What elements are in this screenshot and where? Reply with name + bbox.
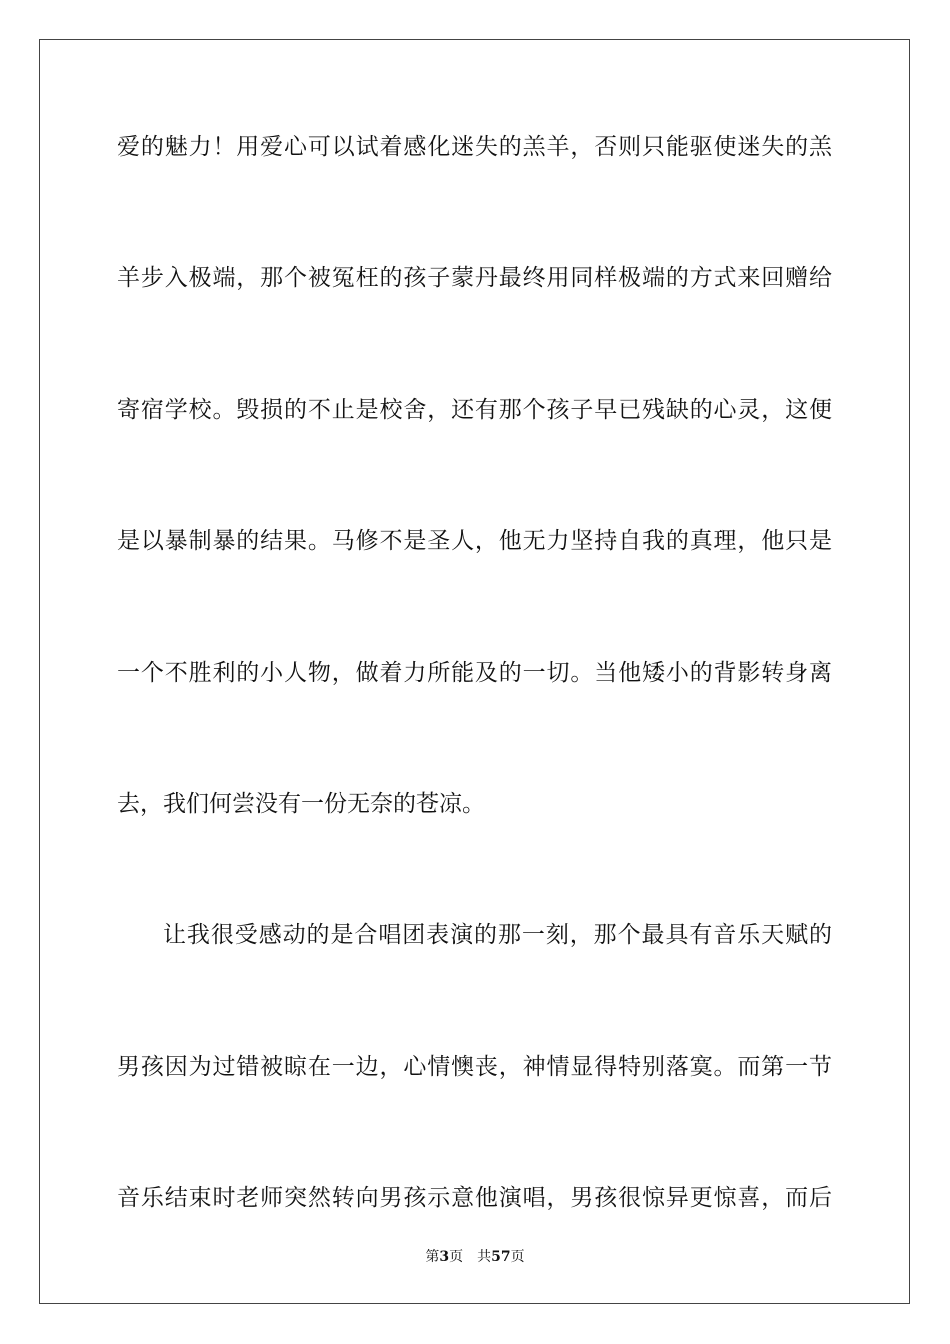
page-prefix: 第 — [425, 1249, 440, 1265]
text-line-6: 去，我们何尝没有一份无奈的苍凉。 — [117, 790, 485, 817]
page-footer — [0, 1247, 950, 1267]
text-line-5: 一个不胜利的小人物，做着力所能及的一切。当他矮小的背影转身离 — [117, 659, 832, 686]
text-line-9: 音乐结束时老师突然转向男孩示意他演唱，男孩很惊异更惊喜，而后 — [117, 1185, 832, 1212]
page-suffix: 页 — [449, 1249, 464, 1265]
text-line-7: 让我很受感动的是合唱团表演的那一刻，那个最具有音乐天赋的 — [163, 922, 832, 949]
text-line-8: 男孩因为过错被晾在一边，心情懊丧，神情显得特别落寞。而第一节 — [117, 1053, 832, 1080]
page-number: 3 — [439, 1249, 450, 1265]
total-suffix: 页 — [510, 1249, 525, 1265]
text-line-1: 爱的魅力！用爱心可以试着感化迷失的羔羊，否则只能驱使迷失的羔 — [117, 134, 832, 160]
total-prefix: 共 — [477, 1249, 492, 1265]
text-line-4: 是以暴制暴的结果。马修不是圣人，他无力坚持自我的真理，他只是 — [117, 528, 832, 555]
text-line-3: 寄宿学校。毁损的不止是校舍，还有那个孩子早已残缺的心灵，这便 — [117, 396, 832, 423]
text-line-2: 羊步入极端，那个被冤枉的孩子蒙丹最终用同样极端的方式来回赠给 — [117, 265, 832, 292]
total-pages: 57 — [491, 1249, 511, 1265]
document-body — [117, 125, 832, 1308]
